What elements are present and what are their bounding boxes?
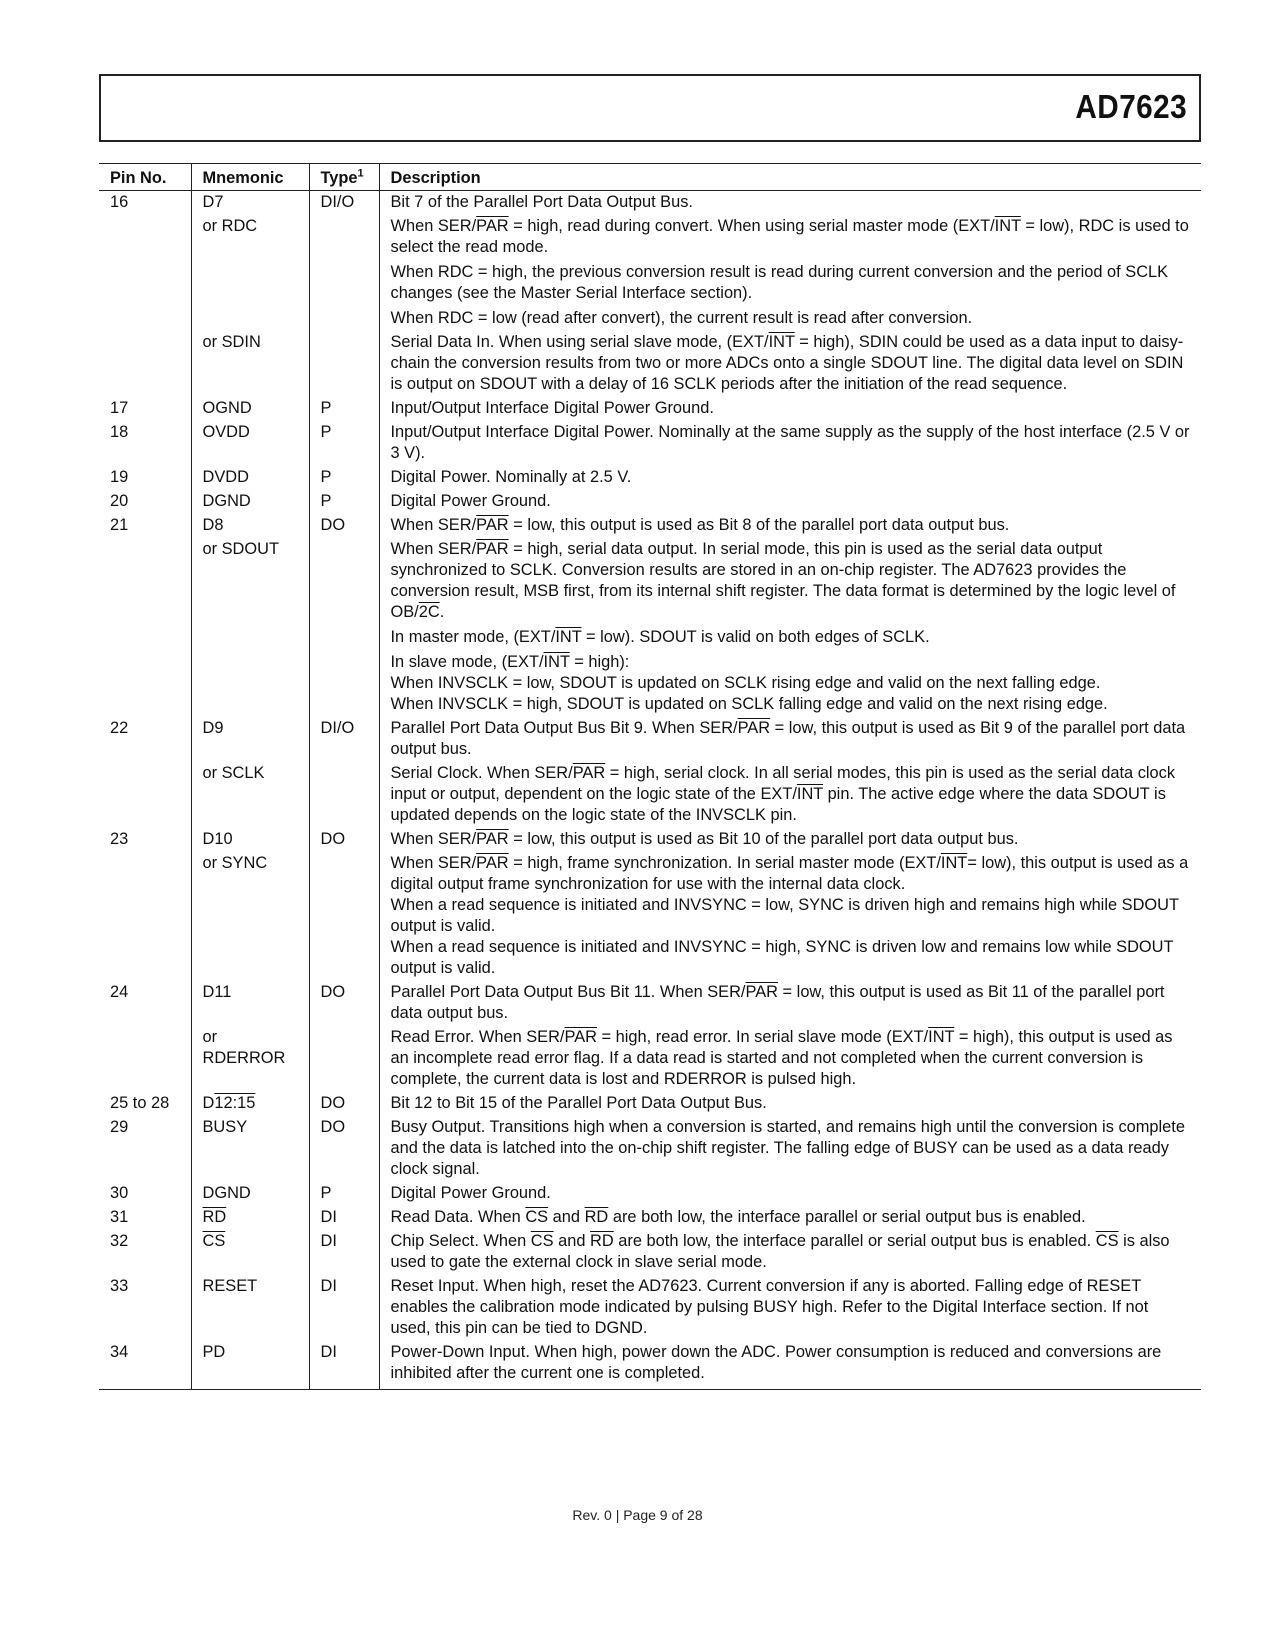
pin-number-cell	[99, 538, 191, 717]
mnemonic-cell: RESET	[191, 1275, 309, 1341]
description-cell	[379, 1182, 1201, 1206]
description-cell	[379, 397, 1201, 421]
overbar-signal: $\overline{CS}$	[1095, 1232, 1119, 1250]
pin-number-cell: 31	[110, 1208, 129, 1226]
overbar-signal: $\overline{INT}$	[768, 333, 795, 351]
col-header-type	[309, 164, 379, 191]
description-cell	[379, 762, 1201, 828]
mnemonic-cell: OVDD	[191, 421, 309, 466]
description-cell	[379, 1341, 1201, 1390]
description-cell	[379, 981, 1201, 1026]
type-cell	[309, 1026, 379, 1092]
table-header-row	[99, 164, 1201, 191]
description-paragraph: Reset Input. When high, reset the AD7623. Current conversion if any is aborted. Falling edge of RESET enables the calibration mode indicated by pulsing BUSY high. Refer to the Digital Interface section. If not used, this pin can be tied to DGND.	[390, 1277, 1149, 1337]
description-cell	[379, 1116, 1201, 1182]
table-row	[99, 1182, 1201, 1206]
pin-number-cell	[99, 331, 191, 397]
overbar-signal: $\overline{INT}$	[543, 653, 570, 671]
description-paragraph: Read Error. When SER/$\overline{PAR}$ = high, read error. In serial slave mode ($EXT/\overline{INT}$ = high), this output is used as an incomplete read error flag. If a data read is started and not completed when the current conversion is complete, the current data is lost and RDERROR is pulsed high.	[390, 1028, 1173, 1088]
mnemonic-cell: DGND	[191, 490, 309, 514]
description-paragraph: In master mode, $(EXT/\overline{INT} = low)$. SDOUT is valid on both edges of SCLK.	[390, 628, 930, 646]
description-cell	[379, 421, 1201, 466]
description-paragraph: When SER/$\overline{PAR}$ = low, this output is used as Bit 10 of the parallel port data output bus.	[390, 830, 1019, 848]
mnemonic-cell: DVDD	[191, 466, 309, 490]
pin-number-cell	[99, 852, 191, 981]
type-cell: P	[309, 466, 379, 490]
description-paragraph: Serial Data In. When using serial slave mode, ($EXT/\overline{INT}$ = high), SDIN could be used as a data input to daisy-chain the conversion results from two or more ADCs onto a single SDOUT line. The digital data level on SDIN is output on SDOUT with a delay of 16 SCLK periods after the initiation of the read sequence.	[390, 333, 1184, 393]
description-cell	[379, 1230, 1201, 1275]
col-header-description: Description	[379, 164, 1201, 191]
pin-number-cell: 34	[99, 1341, 191, 1390]
pin-number-cell: 30	[110, 1184, 129, 1202]
description-paragraph: In slave mode, ($EXT/\overline{INT}$ = high): When INVSCLK = low, SDOUT is updated on SCLK rising edge and valid on the next falling edge. When INVSCLK = high, SDOUT is updated on SCLK falling edge and valid on the next rising edge.	[390, 653, 1108, 713]
overbar-signal: $\overline{INT}$	[994, 217, 1021, 235]
description-cell	[379, 1275, 1201, 1341]
table-row	[99, 1230, 1201, 1275]
description-cell	[379, 514, 1201, 538]
description-paragraph: Digital Power. Nominally at 2.5 V.	[390, 468, 632, 486]
table-row	[99, 1206, 1201, 1230]
overbar-signal: $\overline{PAR}$	[737, 719, 771, 737]
pin-number-cell: 32	[110, 1232, 129, 1250]
table-row	[99, 1092, 1201, 1116]
description-paragraph: When SER/$\overline{PAR}$ = low, this output is used as Bit 8 of the parallel port data output bus.	[390, 516, 1010, 534]
mnemonic-cell: or SCLK	[191, 762, 309, 828]
type-cell	[309, 852, 379, 981]
pin-number-cell: 19	[110, 468, 129, 486]
description-paragraph: Chip Select. When $\overline{CS}$ and $\overline{RD}$ are both low, the interface parallel or serial output bus is enabled. $\overline{CS}$ is also used to gate the external clock in slave serial mode.	[390, 1232, 1170, 1271]
type-cell	[309, 215, 379, 331]
table-body	[99, 191, 1201, 1390]
type-cell: DO	[309, 514, 379, 538]
pin-number-cell	[99, 1026, 191, 1092]
mnemonic-cell: D12:15	[191, 1092, 309, 1116]
description-cell	[379, 1092, 1201, 1116]
description-paragraph: When SER/$\overline{PAR}$ = high, serial data output. In serial mode, this pin is used as the serial data output synchronized to SCLK. Conversion results are stored in an on-chip register. The AD7623 provides the conversion result, MSB first, from its internal shift register. The data format is determined by the logic level of OB/2C.	[390, 540, 1176, 621]
pin-number-cell: 18	[110, 423, 129, 441]
description-cell	[379, 331, 1201, 397]
overbar-signal: $\overline{RD}$	[202, 1208, 227, 1226]
description-paragraph: Read Data. When $\overline{CS}$ and $\overline{RD}$ are both low, the interface parallel or serial output bus is enabled.	[390, 1208, 1086, 1226]
pin-number-cell: 29	[110, 1118, 129, 1136]
mnemonic-cell: DGND	[191, 1182, 309, 1206]
overbar-signal: $\overline{PAR}$	[476, 540, 509, 558]
overbar-signal: $\overline{CS}$	[530, 1232, 554, 1250]
overbar-signal: $\overline{CS}$	[525, 1208, 549, 1226]
mnemonic-cell	[191, 1206, 309, 1230]
mnemonic-cell: D8	[191, 514, 309, 538]
type-cell	[309, 331, 379, 397]
type-cell: P	[309, 1182, 379, 1206]
overbar-signal: 12:15	[214, 1094, 256, 1112]
type-cell: DO	[309, 1116, 379, 1182]
page-footer: Rev. 0 | Page 9 of 28	[572, 1507, 703, 1523]
type-cell: DI	[309, 1341, 379, 1390]
table-row	[99, 514, 1201, 538]
pin-function-table	[99, 163, 1201, 1390]
mnemonic-cell: D7	[191, 191, 309, 216]
description-cell	[379, 717, 1201, 762]
overbar-signal: $\overline{INT}$	[796, 785, 824, 803]
pin-number-cell: 24	[110, 983, 129, 1001]
pin-number-cell	[99, 215, 191, 331]
type-cell: DI	[309, 1275, 379, 1341]
table-row	[99, 852, 1201, 981]
mnemonic-cell: D9	[191, 717, 309, 762]
pin-number-cell: 22	[110, 719, 129, 737]
type-cell: DO	[309, 828, 379, 852]
table-row	[99, 981, 1201, 1026]
pin-number-cell: 21	[110, 516, 129, 534]
overbar-signal: $\overline{PAR}$	[745, 983, 778, 1001]
mnemonic-cell: D11	[191, 981, 309, 1026]
type-cell: DI/O	[309, 191, 379, 216]
mnemonic-cell: PD	[191, 1341, 309, 1390]
overbar-signal: $\overline{RD}$	[584, 1208, 609, 1226]
table-row	[99, 717, 1201, 762]
description-paragraph: Digital Power Ground.	[390, 1184, 551, 1202]
table-row	[99, 215, 1201, 331]
pin-number-cell: 17	[110, 399, 129, 417]
description-paragraph: Bit 7 of the Parallel Port Data Output Bus.	[390, 193, 693, 211]
description-paragraph: When RDC = high, the previous conversion result is read during current conversion and the period of SCLK changes (see the Master Serial Interface section).	[390, 263, 1169, 302]
overbar-signal: $\overline{INT}$	[555, 628, 582, 646]
pin-number-cell: 33	[110, 1277, 129, 1295]
table-row	[99, 466, 1201, 490]
type-cell: DI	[309, 1230, 379, 1275]
description-cell	[379, 191, 1201, 216]
description-cell	[379, 852, 1201, 981]
table-row	[99, 191, 1201, 216]
type-cell: DI	[309, 1206, 379, 1230]
table-row	[99, 397, 1201, 421]
mnemonic-cell: BUSY	[191, 1116, 309, 1182]
mnemonic-cell: D10	[191, 828, 309, 852]
mnemonic-cell: or RDERROR	[191, 1026, 309, 1092]
description-cell	[379, 466, 1201, 490]
description-paragraph: Input/Output Interface Digital Power Ground.	[390, 399, 714, 417]
part-number-title: AD7623	[1075, 88, 1187, 125]
description-cell	[379, 490, 1201, 514]
table-row	[99, 1116, 1201, 1182]
overbar-signal: 2C	[418, 603, 440, 621]
page-header	[99, 74, 1201, 142]
overbar-signal: $\overline{PAR}$	[476, 854, 509, 872]
mnemonic-cell: or SDIN	[191, 331, 309, 397]
description-paragraph: Bit 12 to Bit 15 of the Parallel Port Data Output Bus.	[390, 1094, 767, 1112]
type-cell: DO	[309, 1092, 379, 1116]
overbar-signal: $\overline{CS}$	[202, 1232, 226, 1250]
overbar-signal: $\overline{PAR}$	[476, 217, 509, 235]
table-row	[99, 1341, 1201, 1390]
type-cell: P	[309, 397, 379, 421]
description-cell	[379, 828, 1201, 852]
pin-number-cell: 25 to 28	[110, 1094, 170, 1112]
overbar-signal: $\overline{INT}$	[928, 1028, 955, 1046]
description-paragraph: When RDC = low (read after convert), the current result is read after conversion.	[390, 309, 973, 327]
description-paragraph: Serial Clock. When SER/$\overline{PAR}$ = high, serial clock. In all serial modes, this pin is used as the serial data clock input or output, dependent on the logic state of the EXT/$\overline{INT}$ pin. The active edge where the data SDOUT is updated depends on the logic state of the INVSCLK pin.	[390, 764, 1176, 824]
mnemonic-cell: OGND	[191, 397, 309, 421]
type-cell	[309, 762, 379, 828]
overbar-signal: $\overline{PAR}$	[476, 516, 509, 534]
table-row	[99, 331, 1201, 397]
overbar-signal: $\overline{PAR}$	[564, 1028, 597, 1046]
overbar-signal: $\overline{PAR}$	[572, 764, 606, 782]
mnemonic-cell: or SYNC	[191, 852, 309, 981]
description-paragraph: Parallel Port Data Output Bus Bit 11. When SER/$\overline{PAR}$ = low, this output is used as Bit 11 of the parallel port data output bus.	[390, 983, 1165, 1022]
type-cell	[309, 538, 379, 717]
description-paragraph: Busy Output. Transitions high when a conversion is started, and remains high until the conversion is complete and the data is latched into the on-chip shift register. The falling edge of BUSY can be used as a data ready clock signal.	[390, 1118, 1185, 1178]
pin-number-cell: 16	[110, 193, 129, 211]
overbar-signal: $\overline{PAR}$	[476, 830, 509, 848]
description-cell	[379, 538, 1201, 717]
description-cell	[379, 1026, 1201, 1092]
description-cell	[379, 215, 1201, 331]
col-header-mnemonic: Mnemonic	[191, 164, 309, 191]
description-paragraph: Input/Output Interface Digital Power. Nominally at the same supply as the supply of the host interface (2.5 V or 3 V).	[390, 423, 1190, 462]
mnemonic-cell: or SDOUT	[191, 538, 309, 717]
description-paragraph: Power-Down Input. When high, power down the ADC. Power consumption is reduced and conversions are inhibited after the current one is completed.	[390, 1343, 1162, 1382]
table-row	[99, 421, 1201, 466]
pin-number-cell: 20	[110, 492, 129, 510]
table-row	[99, 828, 1201, 852]
pin-number-cell: 23	[110, 830, 129, 848]
table-row	[99, 538, 1201, 717]
type-cell: P	[309, 490, 379, 514]
description-paragraph: Digital Power Ground.	[390, 492, 551, 510]
table-row	[99, 762, 1201, 828]
description-cell	[379, 1206, 1201, 1230]
mnemonic-cell: or RDC	[191, 215, 309, 331]
type-cell: DO	[309, 981, 379, 1026]
mnemonic-cell	[191, 1230, 309, 1275]
table-row	[99, 1026, 1201, 1092]
table-row	[99, 490, 1201, 514]
description-paragraph: When SER/$\overline{PAR}$ = high, read during convert. When using serial master mode $(EXT/\overline{INT} = low)$, RDC is used to select the read mode.	[390, 217, 1189, 256]
overbar-signal: $\overline{RD}$	[590, 1232, 614, 1250]
table-row	[99, 1275, 1201, 1341]
col-header-pin: Pin No.	[99, 164, 191, 191]
pin-number-cell	[99, 762, 191, 828]
description-paragraph: Parallel Port Data Output Bus Bit 9. When SER/$\overline{PAR}$ = low, this output is used as Bit 9 of the parallel port data output bus.	[390, 719, 1186, 758]
col-header-type-label: Type	[320, 168, 358, 187]
type-cell: P	[309, 421, 379, 466]
type-cell: DI/O	[309, 717, 379, 762]
type-footnote-ref: 1	[357, 167, 364, 180]
description-paragraph: When SER/$\overline{PAR}$ = high, frame synchronization. In serial master mode $(EXT/\overline{INT}= low)$, this output is used as a digital output frame synchronization for use with the internal data clock. When a read sequence is initiated and INVSYNC = low, SYNC is driven high and remains high while SDOUT output is valid. When a read sequence is initiated and INVSYNC = high, SYNC is driven low and remains low while SDOUT output is valid.	[390, 854, 1189, 977]
overbar-signal: $\overline{INT}$	[940, 854, 968, 872]
